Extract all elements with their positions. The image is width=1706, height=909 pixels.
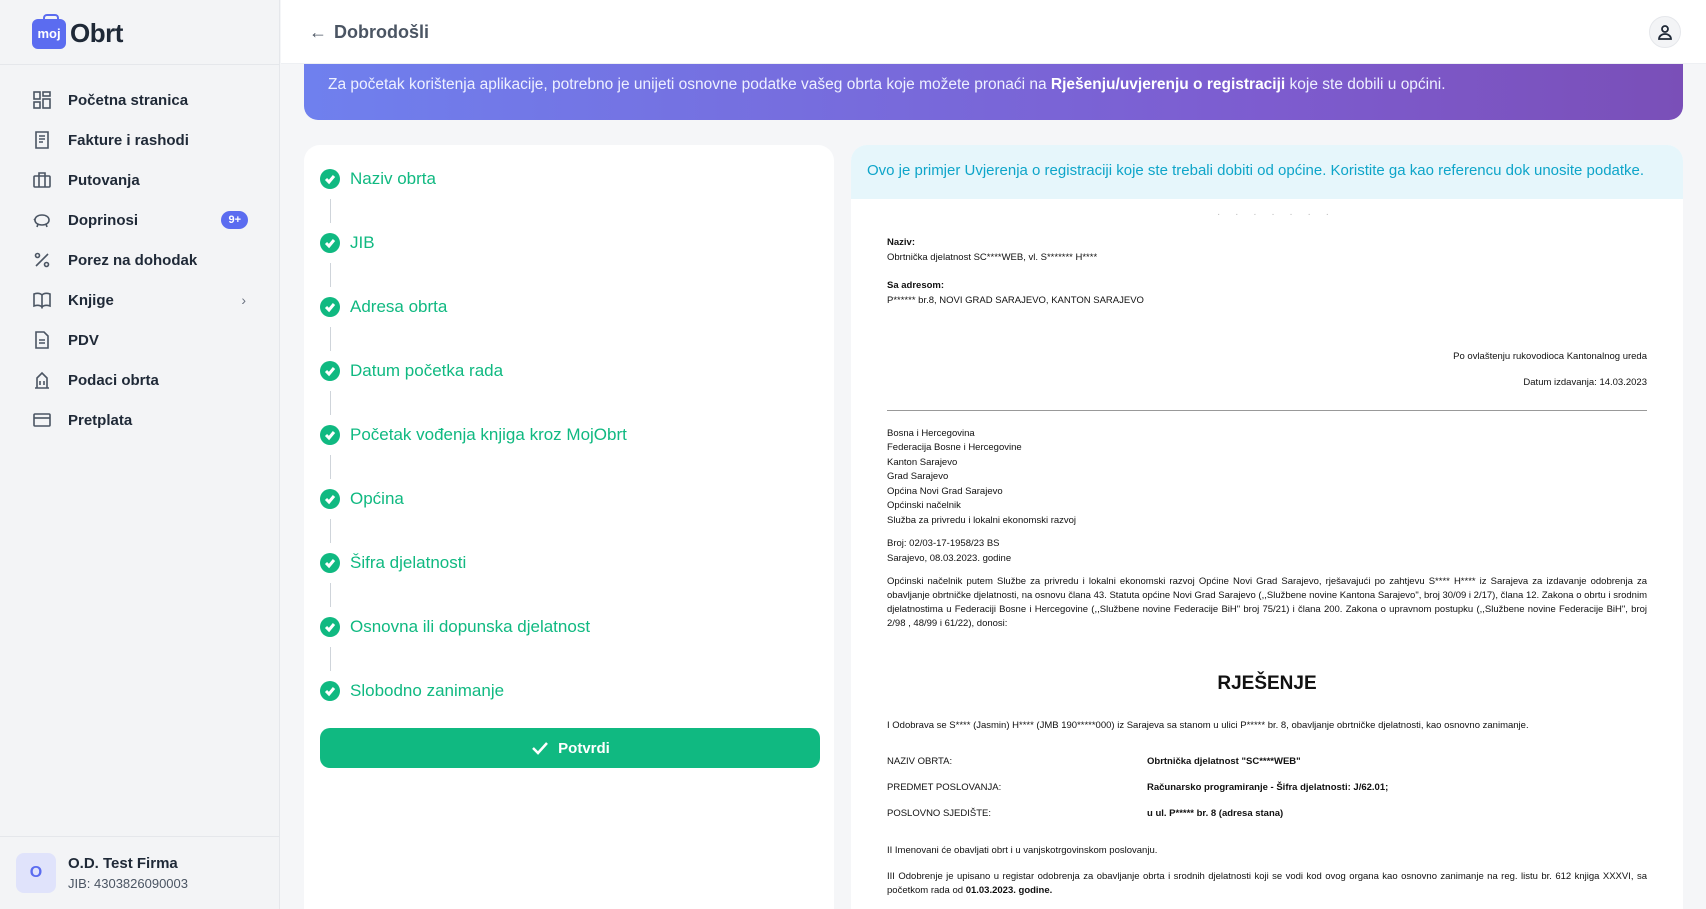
step-label: Općina bbox=[350, 489, 404, 508]
step-connector bbox=[330, 263, 331, 287]
sidebar-item-label: Početna stranica bbox=[68, 91, 189, 109]
step-sifra-djelatnosti[interactable] bbox=[320, 553, 466, 573]
confirm-button[interactable] bbox=[320, 728, 820, 768]
step-osnovna-djelatnost[interactable] bbox=[320, 617, 590, 637]
step-label: Šifra djelatnosti bbox=[350, 553, 467, 572]
doc-institution-line: Služba za privredu i lokalni ekonomski razvoj bbox=[887, 515, 1077, 526]
step-label: JIB bbox=[350, 233, 375, 252]
doc-field-value: Obrtnička djelatnost "SC****WEB" bbox=[1147, 756, 1301, 767]
doc-institution-line: Grad Sarajevo bbox=[887, 471, 949, 482]
sidebar-item-podaci-obrta[interactable] bbox=[0, 360, 280, 400]
doc-preamble: Općinski načelnik putem Službe za privredu i lokalni ekonomski razvoj Općine Novi Grad Sarajevo, rješavajući po zahtjevu S**** H**** iz Sarajeva za izdavanje odobrenja za obavljanje obrtničke djelatnosti, na osnovu člana 43. Statuta općine Novi Grad Sarajevo (,,Službene novine Kantona Sarajevo", broj 30/09 i 2/17), člana 12. Zakona o obrtu i srodnim djelatnostima u Federaciji Bosne i Hercegovine (,,Službene novine Federacije BiH" broj 75/21) i člana 200. Zakona o upravnom postupku (,,Službene novine Federacije BiH", broj 2/98 , 48/99 i 61/22), donosi: bbox=[887, 576, 1647, 629]
doc-ovlastenje: Po ovlaštenju rukovodioca Kantonalnog ureda bbox=[1453, 351, 1647, 362]
doc-mjesto-datum: Sarajevo, 08.03.2023. godine bbox=[887, 553, 1012, 564]
document-icon bbox=[32, 330, 52, 350]
app-logo[interactable] bbox=[32, 18, 123, 49]
dashboard-icon bbox=[32, 90, 52, 110]
step-connector bbox=[330, 199, 331, 223]
sidebar-item-label: Knjige bbox=[68, 291, 114, 309]
doc-institution-line: Općinski načelnik bbox=[887, 500, 961, 511]
doc-clause-3-text: III Odobrenje je upisano u registar odobrenja za obavljanje obrta i srodnih djelatnosti koji se vodi kod ovog organa kao osnovno zanimanje na reg. listu br. 612 knjiga XXXVI, sa početkom rada od bbox=[887, 871, 1647, 896]
user-icon bbox=[1657, 24, 1673, 40]
sidebar-divider bbox=[0, 64, 280, 65]
credit-card-icon bbox=[32, 410, 52, 430]
piggy-bank-icon bbox=[32, 210, 52, 230]
sidebar-item-label: PDV bbox=[68, 331, 99, 349]
info-message: Ovo je primjer Uvjerenja o registraciji koje ste trebali dobiti od općine. Koristite ga kao referencu dok unosite podatke. bbox=[851, 145, 1683, 199]
doc-naziv-label: Naziv: bbox=[887, 237, 915, 248]
doc-clause-1: I Odobrava se S**** (Jasmin) H**** (JMB 190*****000) iz Sarajeva sa stanom u ulici P***** br. 8, obavljanje obrtničke djelatnosti, kao osnovno zanimanje. bbox=[887, 720, 1529, 731]
check-circle-icon bbox=[320, 169, 340, 189]
step-connector bbox=[330, 647, 331, 671]
step-connector bbox=[330, 519, 331, 543]
sidebar-item-label: Doprinosi bbox=[68, 211, 138, 229]
doc-field-value: u ul. P***** br. 8 (adresa stana) bbox=[1147, 808, 1284, 819]
doc-heading: RJEŠENJE bbox=[1217, 673, 1317, 694]
step-label: Naziv obrta bbox=[350, 169, 436, 188]
notification-badge: 9+ bbox=[221, 211, 248, 229]
sidebar-item-pocetna[interactable] bbox=[0, 80, 280, 120]
doc-broj: Broj: 02/03-17-1958/23 BS bbox=[887, 538, 1000, 549]
doc-field-label: POSLOVNO SJEDIŠTE: bbox=[887, 808, 991, 819]
step-pocetak-vodjenja[interactable] bbox=[320, 425, 627, 445]
sidebar-item-knjige[interactable] bbox=[0, 280, 280, 320]
step-connector bbox=[330, 327, 331, 351]
sidebar-item-putovanja[interactable] bbox=[0, 160, 280, 200]
step-connector bbox=[330, 391, 331, 415]
doc-clause-3-date: 01.03.2023. godine. bbox=[965, 885, 1053, 896]
banner-bold-text: Rješenju/uvjerenju o registraciji bbox=[1050, 76, 1286, 93]
sidebar bbox=[0, 0, 280, 909]
doc-institution-line: Kanton Sarajevo bbox=[887, 457, 958, 468]
doc-field-value: Računarsko programiranje - Šifra djelatnosti: J/62.01; bbox=[1147, 782, 1389, 793]
user-name: O.D. Test Firma bbox=[68, 855, 178, 872]
receipt-icon bbox=[32, 130, 52, 150]
step-label: Početak vođenja knjiga kroz MojObrt bbox=[350, 425, 627, 444]
sidebar-item-doprinosi[interactable] bbox=[0, 200, 280, 240]
user-profile-card[interactable] bbox=[0, 836, 280, 909]
briefcase-icon bbox=[32, 170, 52, 190]
document-dots: · · · · · · · bbox=[1217, 209, 1335, 220]
step-datum-pocetka[interactable] bbox=[320, 361, 503, 381]
sidebar-item-pdv[interactable] bbox=[0, 320, 280, 360]
percent-icon bbox=[32, 250, 52, 270]
step-jib[interactable] bbox=[320, 233, 375, 253]
doc-institution-line: Bosna i Hercegovina bbox=[887, 428, 975, 439]
doc-divider bbox=[887, 410, 1647, 411]
step-opcina[interactable] bbox=[320, 489, 404, 509]
sidebar-item-label: Fakture i rashodi bbox=[68, 131, 189, 149]
banner-text: Za početak korištenja aplikacije, potrebno je unijeti osnovne podatke vašeg obrta koje možete pronaći na bbox=[328, 76, 1051, 93]
sidebar-nav bbox=[0, 80, 280, 440]
book-icon bbox=[32, 290, 52, 310]
step-label: Adresa obrta bbox=[350, 297, 448, 316]
building-icon bbox=[32, 370, 52, 390]
doc-naziv-value: Obrtnička djelatnost SC****WEB, vl. S******* H**** bbox=[887, 252, 1098, 263]
doc-institution-line: Općina Novi Grad Sarajevo bbox=[887, 486, 1003, 497]
step-naziv-obrta[interactable] bbox=[320, 169, 436, 189]
check-circle-icon bbox=[320, 425, 340, 445]
top-header bbox=[281, 0, 1706, 64]
step-label: Datum početka rada bbox=[350, 361, 504, 380]
avatar: O bbox=[16, 853, 56, 893]
checkmark-icon bbox=[530, 738, 550, 758]
doc-clause-2: II Imenovani će obavljati obrt i u vanjskotrgovinskom poslovanju. bbox=[887, 845, 1158, 856]
check-circle-icon bbox=[320, 553, 340, 573]
doc-datum-izdavanja: Datum izdavanja: 14.03.2023 bbox=[1523, 377, 1647, 388]
logo-text: Obrt bbox=[70, 18, 123, 48]
onboarding-steps-card bbox=[304, 145, 834, 909]
sidebar-item-fakture[interactable] bbox=[0, 120, 280, 160]
chevron-right-icon: › bbox=[241, 292, 246, 308]
reference-document-panel bbox=[851, 145, 1683, 909]
step-adresa-obrta[interactable] bbox=[320, 297, 447, 317]
sidebar-item-porez[interactable] bbox=[0, 240, 280, 280]
doc-institution-line: Federacija Bosne i Hercegovine bbox=[887, 442, 1022, 453]
step-label: Slobodno zanimanje bbox=[350, 681, 505, 700]
doc-field-label: NAZIV OBRTA: bbox=[887, 756, 953, 767]
check-circle-icon bbox=[320, 361, 340, 381]
doc-adresa-value: P****** br.8, NOVI GRAD SARAJEVO, KANTON SARAJEVO bbox=[887, 295, 1144, 306]
sidebar-item-label: Porez na dohodak bbox=[68, 251, 198, 269]
sidebar-item-label: Putovanja bbox=[68, 171, 140, 189]
step-connector bbox=[330, 583, 331, 607]
page-title: Dobrodošli bbox=[334, 22, 429, 42]
check-circle-icon bbox=[320, 617, 340, 637]
doc-clause-3 bbox=[887, 870, 1647, 898]
confirm-button-label: Potvrdi bbox=[558, 739, 610, 757]
check-circle-icon bbox=[320, 233, 340, 253]
check-circle-icon bbox=[320, 297, 340, 317]
step-label: Osnovna ili dopunska djelatnost bbox=[350, 617, 591, 636]
user-jib: JIB: 4303826090003 bbox=[68, 876, 188, 891]
back-arrow-icon[interactable]: ← bbox=[309, 22, 327, 42]
banner-text-end: koje ste dobili u općini. bbox=[1285, 76, 1446, 93]
check-circle-icon bbox=[320, 489, 340, 509]
check-circle-icon bbox=[320, 681, 340, 701]
step-connector bbox=[330, 455, 331, 479]
doc-field-label: PREDMET POSLOVANJA: bbox=[887, 782, 1002, 793]
sidebar-item-pretplata[interactable] bbox=[0, 400, 280, 440]
step-slobodno-zanimanje[interactable] bbox=[320, 681, 504, 701]
logo-badge: moj bbox=[32, 19, 66, 49]
sidebar-item-label: Podaci obrta bbox=[68, 371, 159, 389]
profile-button[interactable] bbox=[1649, 16, 1681, 48]
welcome-banner bbox=[304, 64, 1683, 120]
sidebar-item-label: Pretplata bbox=[68, 411, 133, 429]
doc-adresa-label: Sa adresom: bbox=[887, 280, 945, 291]
